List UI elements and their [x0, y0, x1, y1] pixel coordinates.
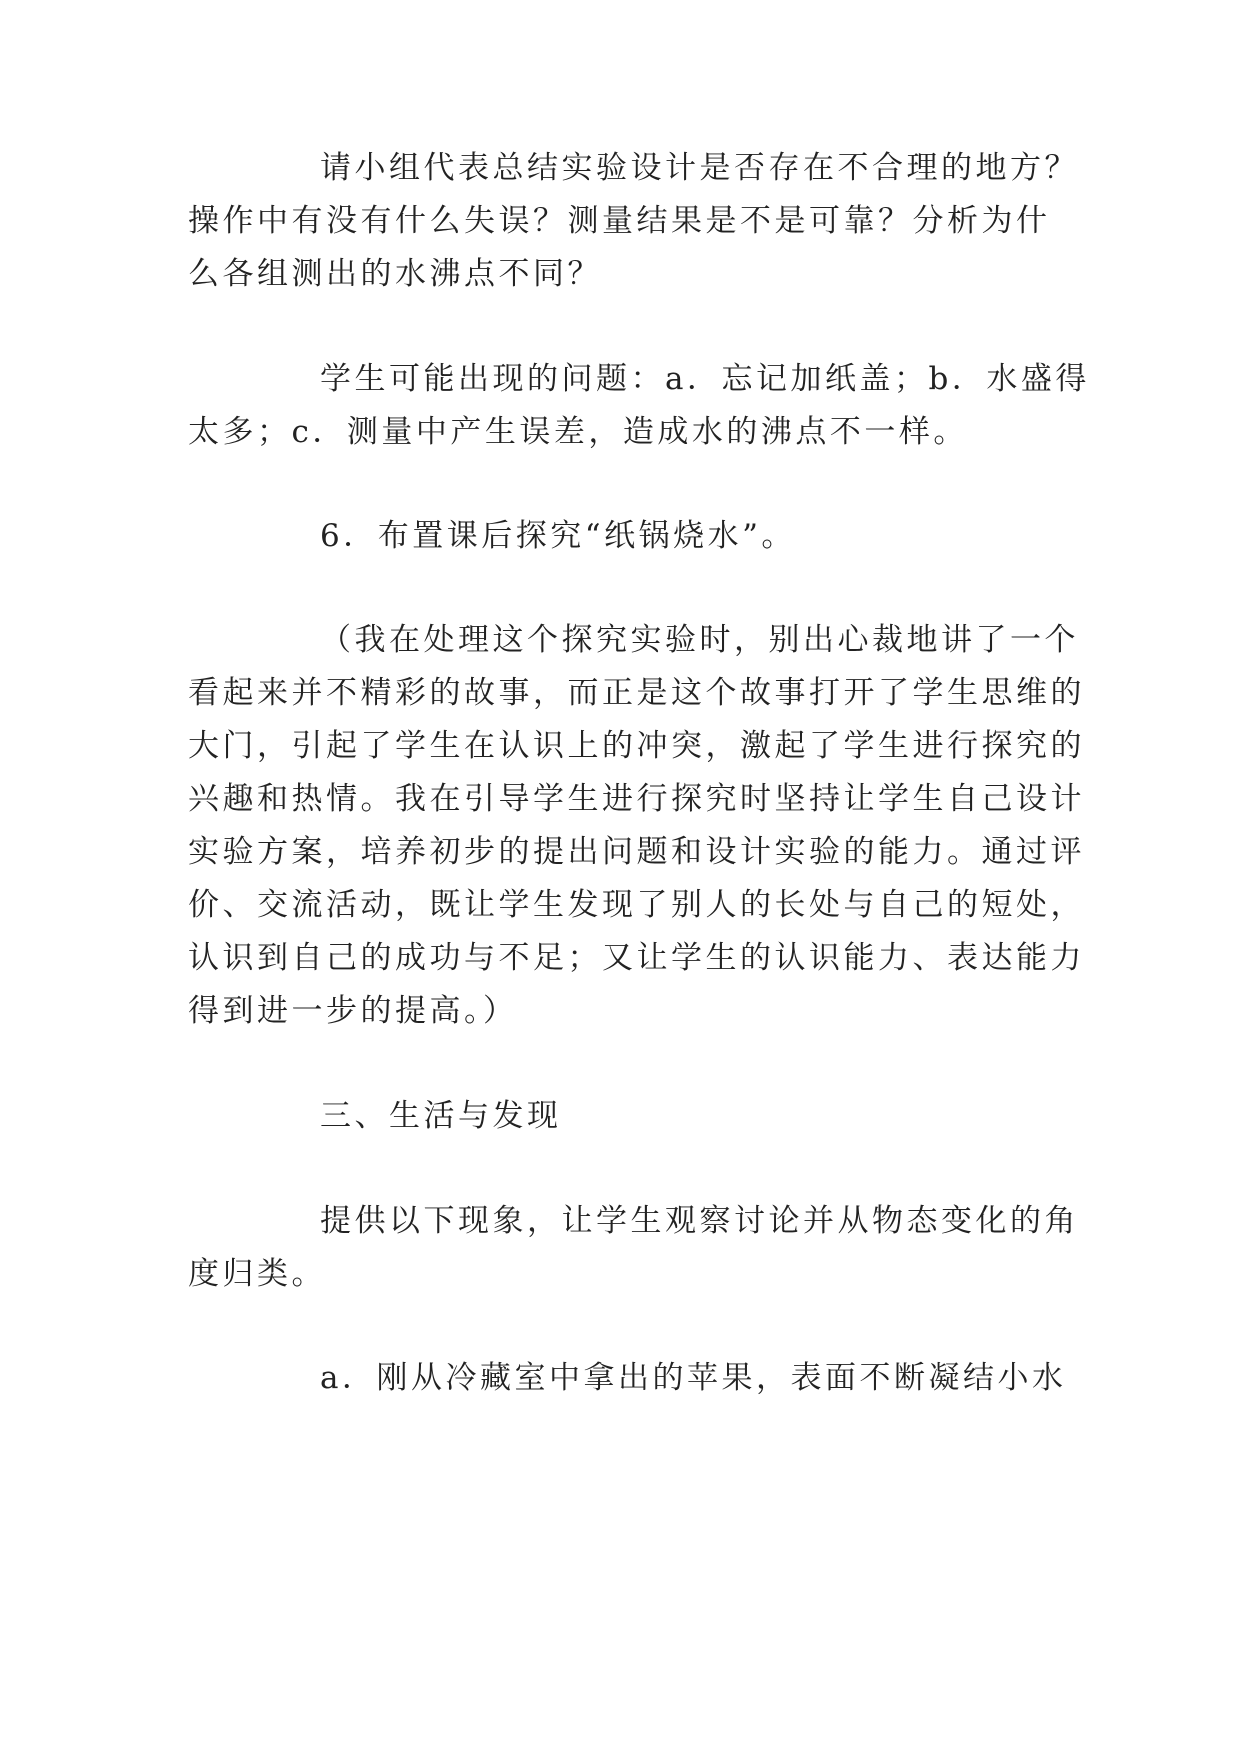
paragraph-1-line-2: 操作中有没有什么失误？测量结果是不是可靠？分析为什	[188, 203, 1051, 239]
paragraph-7-line-1: a．刚从冷藏室中拿出的苹果，表面不断凝结小水	[320, 1360, 1067, 1396]
paragraph-4-line-8: 得到进一步的提高。）	[188, 993, 518, 1029]
paragraph-3-line-1: 6．布置课后探究“纸锅烧水”。	[320, 518, 796, 554]
paragraph-4-line-1: （我在处理这个探究实验时，别出心裁地讲了一个	[320, 622, 1079, 658]
paragraph-1-line-3: 么各组测出的水沸点不同？	[188, 256, 602, 292]
paragraph-4-line-2: 看起来并不精彩的故事，而正是这个故事打开了学生思维的	[188, 675, 1085, 711]
paragraph-2-line-2: 太多；c．测量中产生误差，造成水的沸点不一样。	[188, 414, 968, 450]
paragraph-2-line-1: 学生可能出现的问题：a．忘记加纸盖；b．水盛得	[320, 361, 1090, 397]
paragraph-4-line-6: 价、交流活动，既让学生发现了别人的长处与自己的短处，	[188, 887, 1085, 923]
paragraph-6-line-1: 提供以下现象，让学生观察讨论并从物态变化的角	[320, 1203, 1079, 1239]
paragraph-4-line-7: 认识到自己的成功与不足；又让学生的认识能力、表达能力	[188, 940, 1085, 976]
paragraph-4-line-4: 兴趣和热情。我在引导学生进行探究时坚持让学生自己设计	[188, 781, 1085, 817]
paragraph-4-line-5: 实验方案，培养初步的提出问题和设计实验的能力。通过评	[188, 834, 1085, 870]
paragraph-6-line-2: 度归类。	[188, 1256, 326, 1292]
section-heading: 三、生活与发现	[320, 1098, 562, 1134]
paragraph-4-line-3: 大门，引起了学生在认识上的冲突，激起了学生进行探究的	[188, 728, 1085, 764]
paragraph-1-line-1: 请小组代表总结实验设计是否存在不合理的地方？	[320, 150, 1079, 186]
